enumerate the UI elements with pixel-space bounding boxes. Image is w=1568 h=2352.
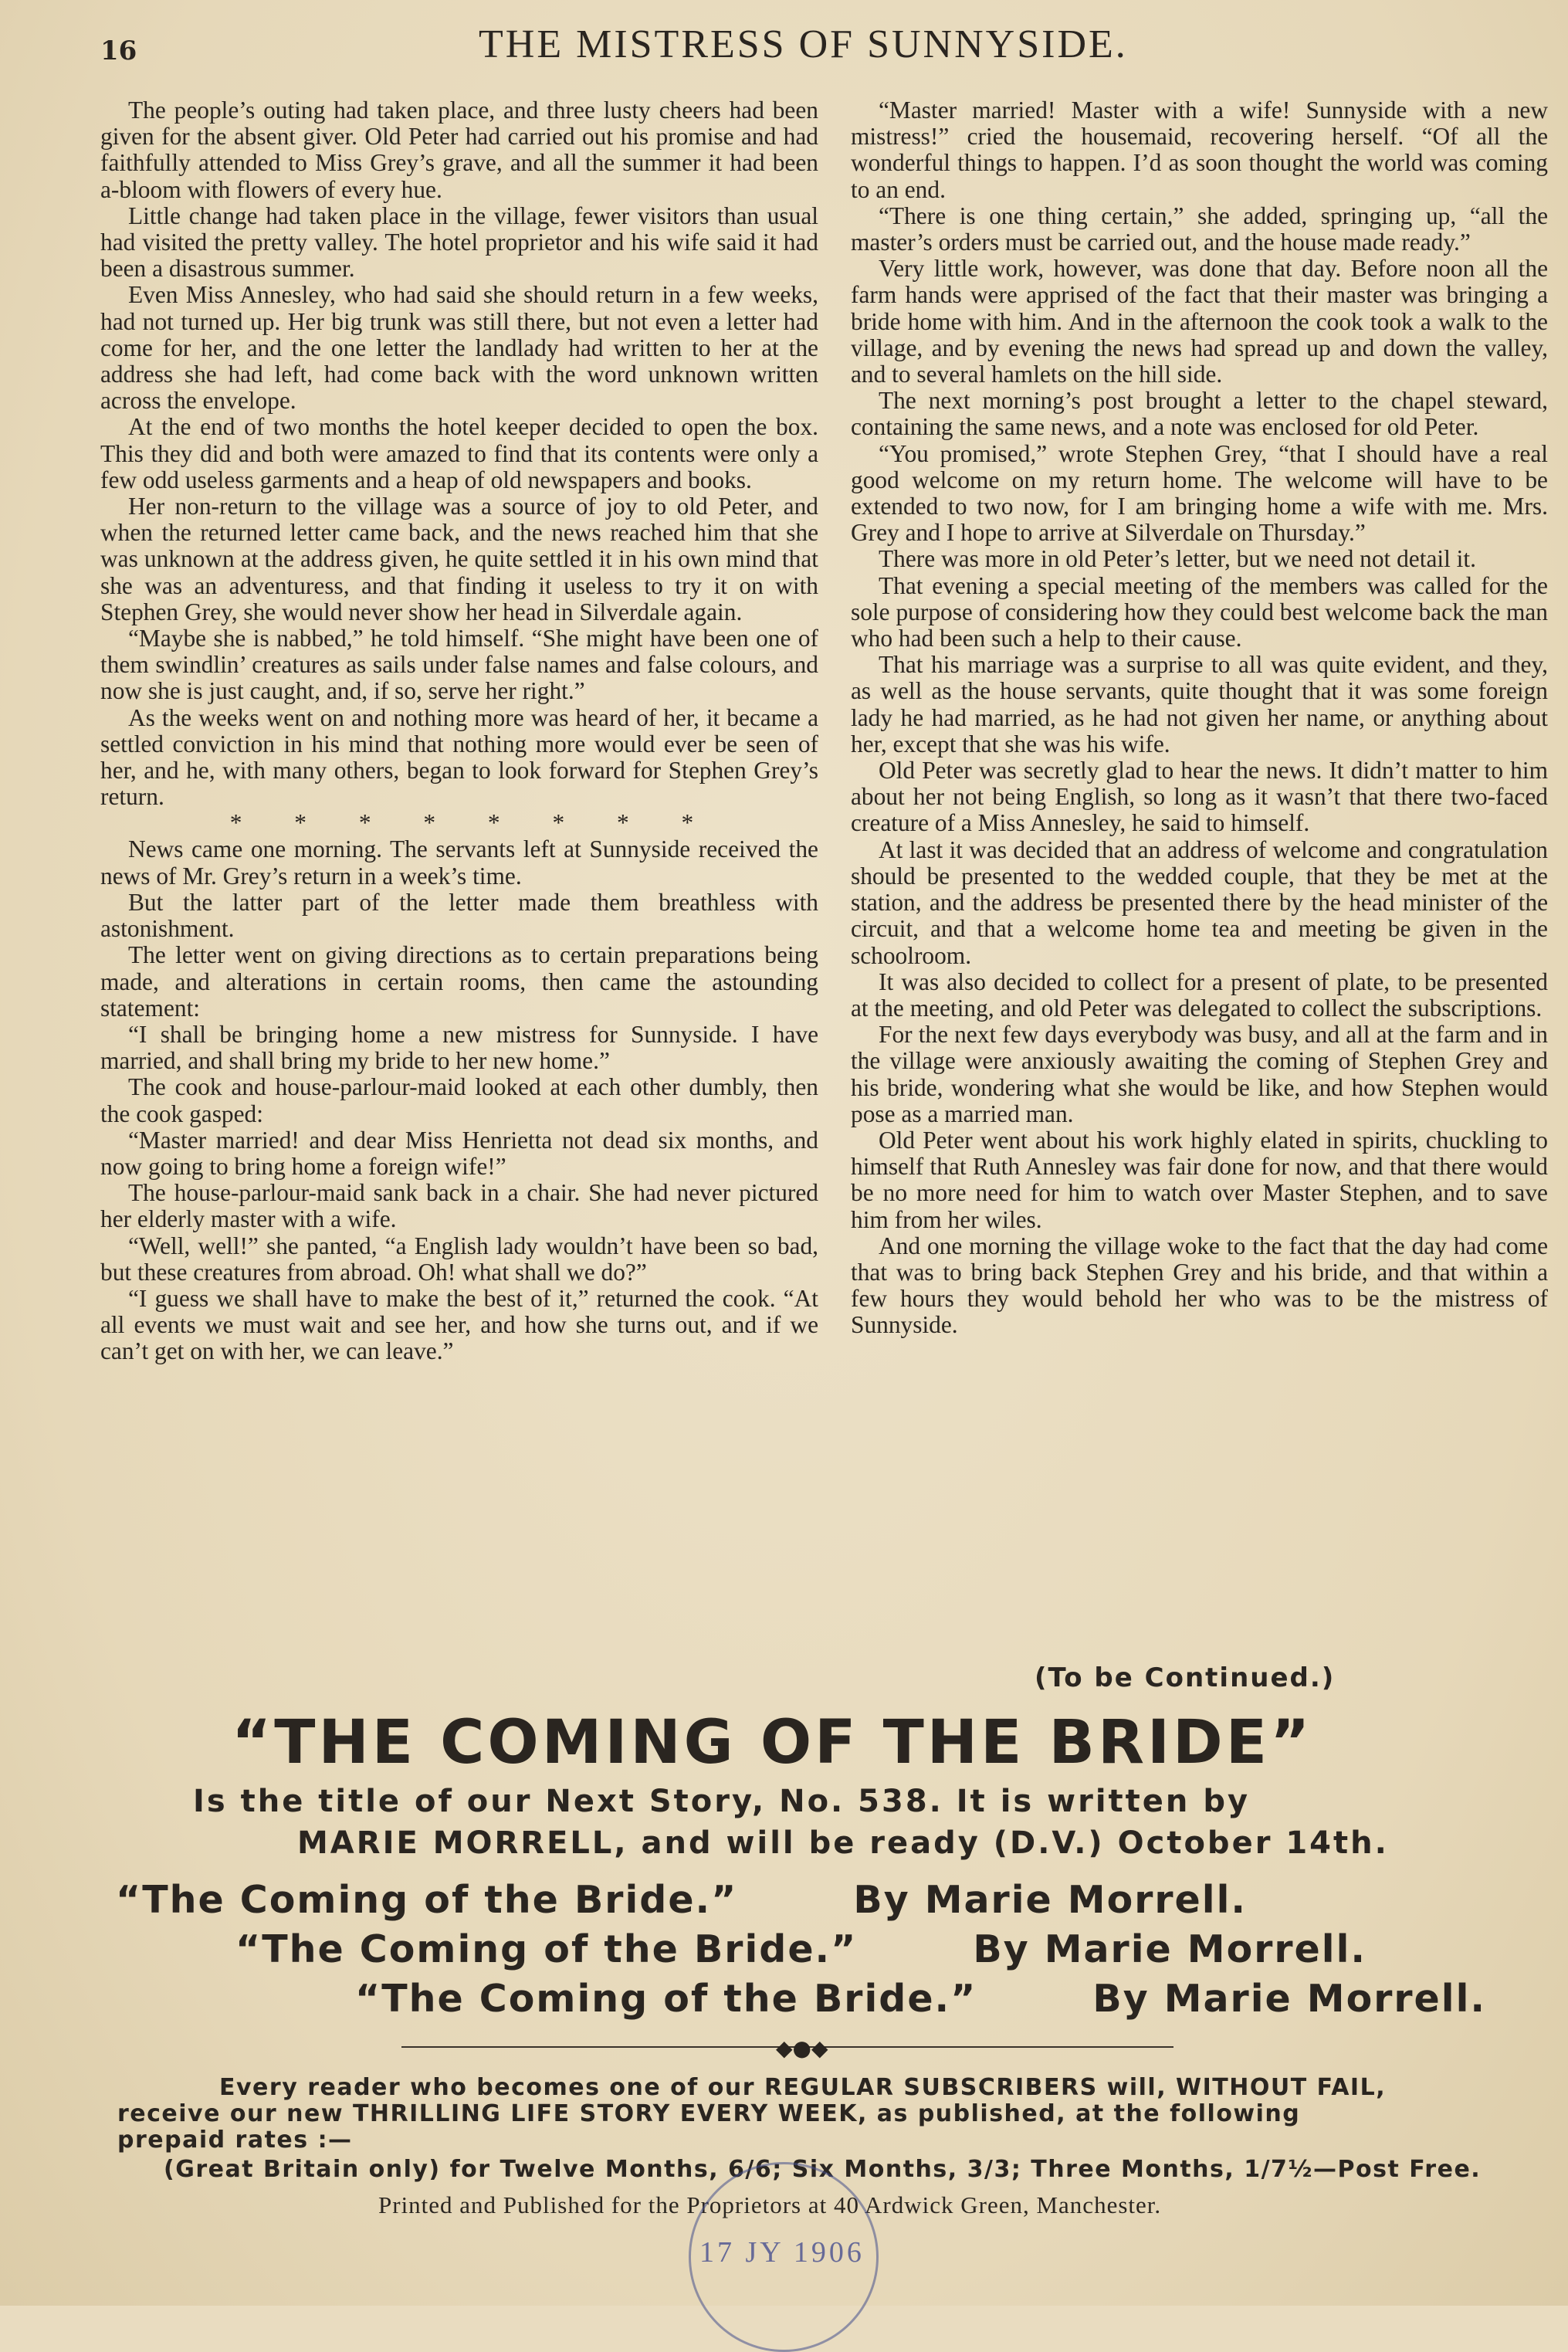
paragraph: Old Peter went about his work highly elated in spirits, chuckling to himself that Ruth Annesley was fair done for now, and that there would be no more need for him to watch over Master Stephen, and to save him from her wiles. <box>851 1126 1548 1233</box>
repeat-line <box>235 1927 1568 1971</box>
paragraph: “Well, well!” she panted, “a English lady wouldn’t have been so bad, but these creatures from abroad. Oh! what shall we do?” <box>100 1232 818 1286</box>
stamp-date: 17 JY 1906 <box>699 2236 865 2269</box>
to-be-continued: (To be Continued.) <box>1035 1662 1336 1693</box>
paragraph: At the end of two months the hotel keeper decided to open the box. This they did and both were amazed to find that its contents were only a few odd useless garments and a heap of old newspapers and books. <box>100 413 818 493</box>
paragraph: That his marriage was a surprise to all was quite evident, and they, as well as the house servants, quite thought that it was some foreign lady he had married, as he had not given her name, or anything about her, except that she was his wife. <box>851 651 1548 757</box>
paragraph: The cook and house-parlour-maid looked at each other dumbly, then the cook gasped: <box>100 1073 818 1127</box>
paragraph: The house-parlour-maid sank back in a chair. She had never pictured her elderly master with a wife. <box>100 1179 818 1233</box>
repeat-title: “The Coming of the Bride.” <box>116 1878 738 1922</box>
left-column <box>100 97 818 1365</box>
paragraph: Little change had taken place in the village, fewer visitors than usual had visited the pretty valley. The hotel proprietor and his wife said it had been a disastrous summer. <box>100 202 818 283</box>
paragraph: Even Miss Annesley, who had said she should return in a few weeks, had not turned up. Her big trunk was still there, but not even a letter had come for her, and the one letter the landlady had written to her at the address she had left, had come back with the word unknown written across the envelope. <box>100 281 818 415</box>
paragraph: As the weeks went on and nothing more was heard of her, it became a settled conviction in his mind that nothing more would ever be seen of her, and he, with many others, began to look forward for Stephen Grey’s return. <box>100 703 818 811</box>
paragraph: “Master married! and dear Miss Henrietta not dead six months, and now going to bring home a foreign wife!” <box>100 1126 818 1180</box>
repeat-author: By Marie Morrell. <box>973 1927 1366 1971</box>
repeat-line <box>355 1977 1568 2021</box>
running-title: THE MISTRESS OF SUNNYSIDE. <box>479 22 1128 66</box>
paragraph: The people’s outing had taken place, and three lusty cheers had been given for the absent giver. Old Peter had carried out his promise and had faithfully attended to Miss Grey’s grave, and all the summer it had been a-bloom with flowers of every hue. <box>100 97 818 203</box>
paragraph: News came one morning. The servants left at Sunnyside received the news of Mr. Grey’s return in a week’s time. <box>100 835 818 890</box>
page-number: 16 <box>100 36 137 66</box>
printer-imprint: Printed and Published for the Proprietors at 40 Ardwick Green, Manchester. <box>378 2191 1162 2218</box>
paragraph: “I shall be bringing home a new mistress for Sunnyside. I have married, and shall bring my bride to her new home.” <box>100 1020 818 1075</box>
paragraph: The letter went on giving directions as to certain preparations being made, and alterations in certain rooms, then came the astounding statement: <box>100 941 818 1022</box>
paragraph: Very little work, however, was done that day. Before noon all the farm hands were apprised of the fact that their master was bringing a bride home with him. And in the afternoon the cook took a walk to the village, and by evening the news had spread up and down the valley, and to several hamlets on the hill side. <box>851 255 1548 388</box>
paragraph: Her non-return to the village was a source of joy to old Peter, and when the returned letter came back, and the news reached him that she was unknown at the address given, he quite settled it in his own mind that she was an adventuress, and that finding it useless to try it on with Stephen Grey, she would never show her head in Silverdale again. <box>100 493 818 625</box>
paragraph: At last it was decided that an address of welcome and congratulation should be presented to the wedded couple, that they be met at the station, and the address be presented there by the head minister of the circuit, and that a welcome home tea and meeting be given in the schoolroom. <box>851 835 1548 969</box>
paragraph: That evening a special meeting of the members was called for the sole purpose of considering how they could best welcome back the man who had been such a help to their cause. <box>851 571 1548 652</box>
paragraph: There was more in old Peter’s letter, but we need not detail it. <box>879 545 1476 573</box>
subscription-rates: (Great Britain only) for Twelve Months, 6/6; Six Months, 3/3; Three Months, 1/7½—Post Free. <box>164 2156 1482 2183</box>
next-story-line-2: MARIE MORRELL, and will be ready (D.V.) October 14th. <box>297 1825 1389 1861</box>
section-break: * * * * * * * * <box>229 809 717 837</box>
next-story-title: “THE COMING OF THE BRIDE” <box>232 1708 1313 1778</box>
paragraph: “Master married! Master with a wife! Sunnyside with a new mistress!” cried the housemaid, recovering herself. “Of all the wonderful things to happen. I’d as soon thought the world was coming to an end. <box>851 97 1548 203</box>
paragraph: Old Peter was secretly glad to hear the news. It didn’t matter to him about her not being English, so long as it wasn’t that there two-faced creature of a Miss Annesley, he said to himself. <box>851 757 1548 837</box>
repeat-line <box>116 1878 1568 1922</box>
repeat-author: By Marie Morrell. <box>1092 1977 1486 2021</box>
repeat-title: “The Coming of the Bride.” <box>355 1977 977 2021</box>
paragraph: The next morning’s post brought a letter to the chapel steward, containing the same news, and a note was enclosed for old Peter. <box>851 387 1548 441</box>
divider-ornament-icon: ◆●◆ <box>776 2035 828 2061</box>
subscription-line-3: prepaid rates :— <box>117 2127 353 2154</box>
paragraph: “I guess we shall have to make the best of it,” returned the cook. “At all events we must wait and see her, and how she turns out, and if we can’t get on with her, we can leave.” <box>100 1284 818 1365</box>
subscription-line-2: receive our new THRILLING LIFE STORY EVERY WEEK, as published, at the following <box>117 2100 1301 2127</box>
subscription-line-1: Every reader who becomes one of our REGULAR SUBSCRIBERS will, WITHOUT FAIL, <box>219 2074 1387 2101</box>
paragraph: It was also decided to collect for a present of plate, to be presented at the meeting, and old Peter was delegated to collect the subscriptions. <box>851 968 1548 1022</box>
repeat-title: “The Coming of the Bride.” <box>235 1927 858 1971</box>
paragraph: “Maybe she is nabbed,” he told himself. “She might have been one of them swindlin’ creatures as sails under false names and false colours, and now she is just caught, and, if so, serve her right.” <box>100 625 818 705</box>
paragraph: For the next few days everybody was busy, and all at the farm and in the village were anxiously awaiting the coming of Stephen Grey and his bride, wondering what she would be like, and how Stephen would pose as a married man. <box>851 1021 1548 1127</box>
paragraph: But the latter part of the letter made them breathless with astonishment. <box>100 888 818 943</box>
next-story-line-1: Is the title of our Next Story, No. 538. It is written by <box>193 1784 1251 1819</box>
paragraph: “There is one thing certain,” she added, springing up, “all the master’s orders must be carried out, and the house made ready.” <box>851 202 1548 256</box>
repeat-author: By Marie Morrell. <box>853 1878 1247 1922</box>
paragraph: And one morning the village woke to the fact that the day had come that was to bring back Stephen Grey and his bride, and that within a few hours they would behold her who was to be the mistress of Sunnyside. <box>851 1232 1548 1339</box>
right-column <box>851 97 1548 1339</box>
page-header <box>100 22 1552 76</box>
paragraph: “You promised,” wrote Stephen Grey, “that I should have a real good welcome on my return home. The welcome will have to be extended to two now, for I am bringing home a wife with me. Mrs. Grey and I hope to arrive at Silverdale on Thursday.” <box>851 439 1548 547</box>
